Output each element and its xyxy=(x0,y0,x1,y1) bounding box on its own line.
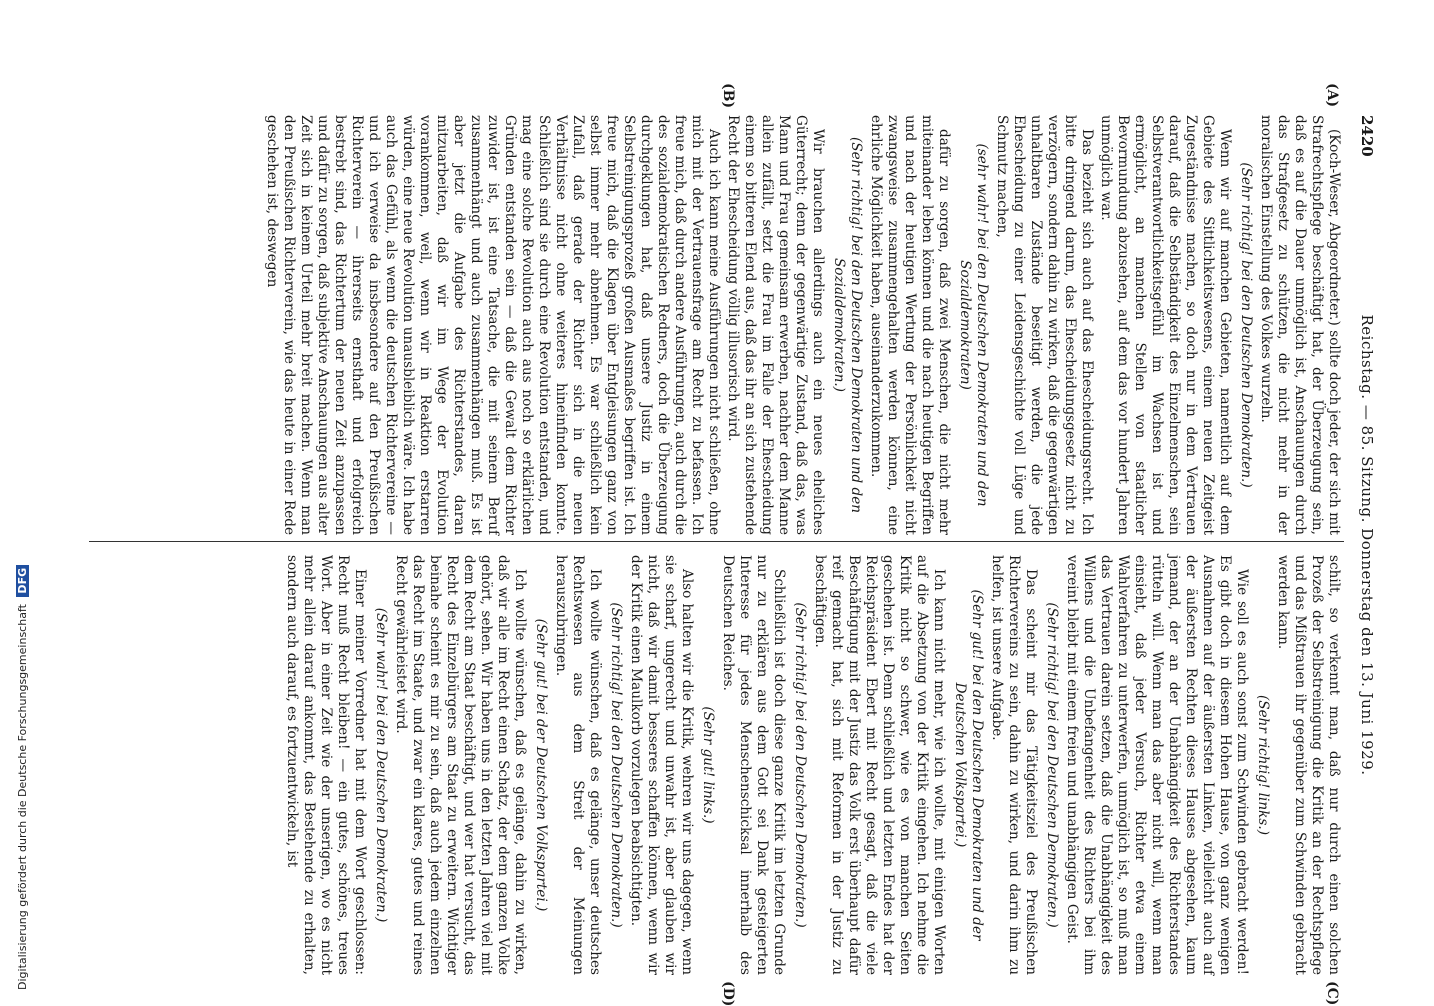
stage-direction: (Sehr gut! bei den Deutschen Demokraten und der Deutschen Volkspartei.) xyxy=(952,589,985,941)
stage-direction: (Sehr richtig! bei den Deutschen Demokraten.) xyxy=(792,602,808,928)
page-number: 2420 xyxy=(1358,115,1376,157)
running-header xyxy=(1350,115,1376,975)
column-divider xyxy=(89,541,1344,542)
stage-direction: (Sehr richtig! links.) xyxy=(1255,694,1271,836)
stage-direction: (sehr wahr! bei den Deutschen Demokraten und den Sozialdemokraten) xyxy=(957,143,990,507)
paragraph: Ich wollte wünschen, daß es gelänge, unser deutsches Rechtswesen aus dem Streit der Meinungen herauszubringen. xyxy=(553,555,603,975)
stage-direction: (Sehr wahr! bei den Deutschen Demokraten.) xyxy=(373,607,389,923)
paragraph: Das bezieht sich auch auf das Ehescheidungsrecht. Ich bitte dringend darum, das Ehescheidungsgesetz nicht zu verzögern, sondern dahin zu wirken, daß die gegenwärtigen unhaltbaren Zustände beseitigt werden, die jede Ehescheidung zu einer Leidensgeschichte voll Lüge und Schmutz machen, xyxy=(994,115,1095,535)
dfg-logo: DFG xyxy=(16,565,29,597)
stage-direction: (Sehr richtig! bei den Deutschen Demokraten und den Sozialdemokraten.) xyxy=(831,136,864,514)
paragraph: Also halten wir die Kritik, wehren wir uns dagegen, wenn sie scharf, ungerecht und unwahr ist, aber glauben wir nicht, daß wir damit besseres schaffen können, wenn wir der Kritik einen Maulkorb vorzulegen beabsichtigten. xyxy=(628,555,695,975)
paragraph: Ich kann nicht mehr, wie ich wollte, mit einigen Worten auf die Absetzung von der Kritik eingehen. Ich nehme die Kritik nicht so schwer, wie es von manchen Seiten geschehen ist. Denn schließlich und letzten Endes hat der Reichspräsident Ebert mit Recht gesagt, daß die viele Beschäftigung mit der Justiz das Volk erst überhaupt dafür reif gemacht hat, sich mit Reformen in der Justiz zu beschäftigen. xyxy=(812,555,947,975)
rotated-document-page xyxy=(76,83,1376,1006)
right-text-column xyxy=(281,555,1342,975)
paragraph: Ich wollte wünschen, daß es gelänge, dahin zu wirken, daß wir alle im Recht einen Schatz, der dem ganzen Volke gehört, sehen. Wir haben uns in den letzten Jahren viel mit dem Recht am Staat beschäftigt, und wer hat versucht, das Recht des Einzelbürgers am Staat zu erweitern. Wichtiger beinahe scheint es mir zu sein, daß auch jedem einzelnen das Recht im Staate, und zwar ein klares, gutes und reines Recht gewährleistet wird. xyxy=(393,555,528,975)
paragraph: dafür zu sorgen, daß zwei Menschen, die nicht mehr miteinander leben können und die nach heutigen Begriffen und nach der heutigen Wertung der Persönlichkeit nicht zwangsweise zusammengehalten werden können, eine ehrliche Möglichkeit haben, auseinanderzukommen. xyxy=(868,115,952,535)
paragraph: Auch ich kann meine Ausführungen nicht schließen, ohne mich mit der Vertrauensfrage am Recht zu befassen. Ich freue mich, daß durch andere Ausführungen, auch durch die des sozialdemokratischen Redners, doch die Überzeugung durchgeklungen hat, daß unsere Justiz in einem Selbstreinigungsprozeß großen Ausmaßes begriffen ist. Ich freue mich, daß die Klagen über Entgleisungen ganz von selbst immer mehr abnehmen. Es war schließlich kein Zufall, daß gerade der Richter sich in die neuen Verhältnisse nicht ohne weiteres hineinfinden konnte. Schließlich sind sie durch eine Revolution entstanden, und mag eine solche Revolution auch aus noch so erklärlichen Gründen entstanden sein — daß die Gewalt dem Richter zuwider ist, ist eine Tatsache, die mit seinem Beruf zusammenhängt und auch zusammenhängen muß. Es ist aber jetzt die Aufgabe des Richterstandes, daran mitzuarbeiten, daß wir im Wege der Evolution vorankommen, weil, wenn wir in Reaktion erstarren würden, eine neue Revolution unausbleiblich wäre. Ich habe auch das Gefühl, als wenn die deutschen Richtervereine — und ich verweise da insbesondere auf den Preußischen Richterverein — ihrerseits ernsthaft und erfolgreich bestrebt sind, das Richtertum der neuen Zeit anzupassen und dafür zu sorgen, daß subjektive Anschauungen aus alter Zeit sich in keinem Urteil mehr breit machen. Wenn man den Preußischen Richterverein, wie das heute in einer Rede geschehen ist, deswegen xyxy=(264,115,722,535)
paragraph: schilt, so verkennt man, daß nur durch einen solchen Prozeß der Selbstreinigung die Kritik an der Rechtspflege und das Mißtrauen ihr gegenüber zum Schwinden gebracht werden kann. xyxy=(1275,555,1342,975)
stage-direction: (Sehr richtig! bei den Deutschen Demokraten.) xyxy=(1238,162,1254,488)
paragraph: Das scheint mir das Tätigkeitsziel des Preußischen Richtervereins zu sein, dahin zu wirken, und darin ihm zu helfen, ist unsere Aufgabe. xyxy=(989,555,1039,975)
paragraph: (Koch-Weser, Abgeordneter.) sollte doch jeder, der sich mit Strafrechtspflege beschäftigt hat, der Überzeugung sein, daß es auf die Dauer unmöglich ist, Anschauungen durch das Strafgesetz zu schützen, die nicht mehr in der moralischen Einstellung des Volkes wurzeln. xyxy=(1258,115,1342,535)
paragraph: Wenn wir auf manchen Gebieten, namentlich auf dem Gebiete des Sittlichkeitswesens, einem neuen Zeitgeist Zugeständnisse machen, so doch nur in dem Vertrauen darauf, daß die Selbständigkeit des Einzelmenschen, sein Selbstverantwortlichkeitsgefühl im Wachsen ist und ermöglicht, an manchen Stellen von staatlicher Bevormundung abzusehen, auf dem das vor hundert Jahren unmöglich war. xyxy=(1098,115,1233,535)
margin-mark-c: (C) xyxy=(1324,981,1340,1006)
stage-direction: (Sehr richtig! bei den Deutschen Demokraten.) xyxy=(608,602,624,928)
credit-text: Digitalisierung gefördert durch die Deutsche Forschungsgemeinschaft xyxy=(16,604,29,990)
margin-mark-b: (B) xyxy=(720,83,736,109)
stage-direction: (Sehr gut! links.) xyxy=(700,706,716,824)
margin-mark-d: (D) xyxy=(720,981,736,1006)
stage-direction: (Sehr gut! bei der Deutschen Volkspartei.) xyxy=(533,618,549,912)
margin-mark-a: (A) xyxy=(1324,83,1340,108)
paragraph: Wir brauchen allerdings auch ein neues eheliches Güterrecht; denn der gegenwärtige Zustand, daß das, was Mann und Frau gemeinsam erwerben, nachher dem Manne allein zufällt, setzt die Frau im Falle der Ehescheidung einem so bitteren Elend aus, daß das ihr an sich zustehende Recht der Ehescheidung völlig illusorisch wird. xyxy=(725,115,826,535)
digitization-credit xyxy=(16,565,29,990)
session-title: Reichstag. — 85. Sitzung. Donnerstag den 13. Juni 1929. xyxy=(1358,314,1376,776)
paragraph: Wie soll es auch sonst zum Schwinden gebracht werden! Es gibt doch in diesem Hohen Hause, von ganz wenigen Ausnahmen auf der äußersten Linken, vielleicht auch auf der äußersten Rechten dieses Hauses abgesehen, kaum jemand, der an der Unabhängigkeit des Richterstandes rütteln will. Wenn man das aber nicht will, wenn man einsieht, daß jeder Versuch, Richter etwa einem Wahlverfahren zu unterwerfen, unmöglich ist, so muß man das Vertrauen darein setzen, daß die Unabhängigkeit des Willens und die Unbefangenheit des Richters bei ihm vereint bleibt mit einem freien und unabhängigen Geist. xyxy=(1064,555,1250,975)
left-text-column xyxy=(261,115,1342,535)
stage-direction: (Sehr richtig! bei den Deutschen Demokraten.) xyxy=(1044,602,1060,928)
paragraph: Einer meiner Vorredner hat mit dem Wort geschlossen: Recht muß Recht bleiben! — ein gutes, schönes, treues Wort. Aber in einer Zeit wie der unserigen, wo es nicht mehr allein darauf ankommt, das Bestehende zu erhalten, sondern auch darauf, es fortzuentwickeln, ist xyxy=(284,555,368,975)
paragraph: Schließlich ist doch diese ganze Kritik im letzten Grunde nur zu erklären aus dem Gott sei Dank gesteigerten Interesse für jedes Menschenschicksal innerhalb des Deutschen Reiches. xyxy=(720,555,787,975)
